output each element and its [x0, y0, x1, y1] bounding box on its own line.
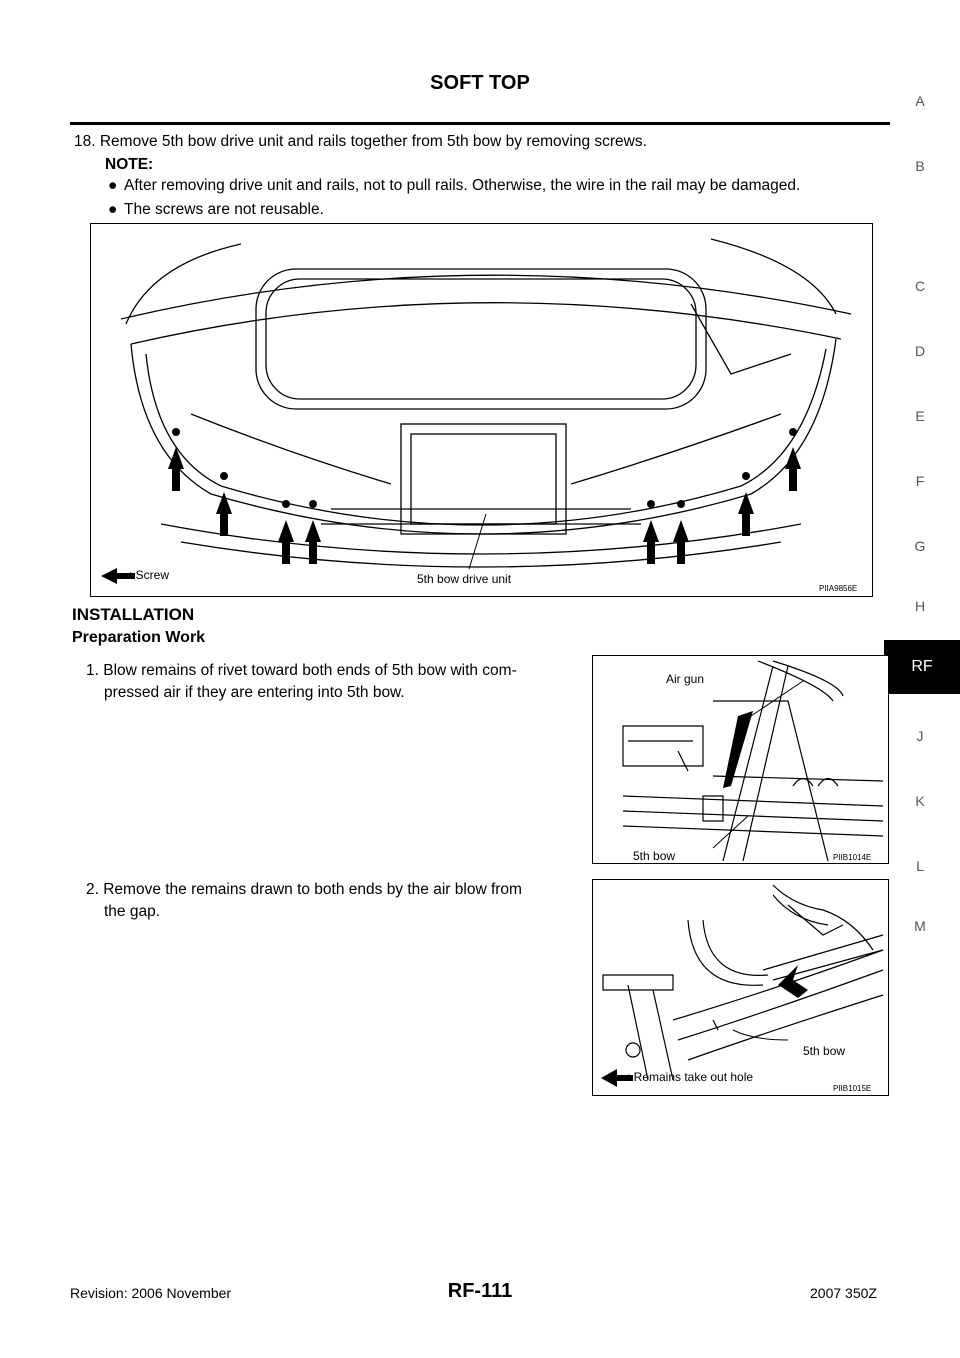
step-2-line-2: the gap.	[104, 903, 161, 920]
footer-page-number: RF-111	[447, 1280, 513, 1302]
figure1-callout: 5th bow drive unit	[417, 572, 512, 586]
figure3-code: PIIB1015E	[833, 1084, 872, 1093]
note-bullet-2: The screws are not reusable.	[124, 201, 324, 218]
bullet-icon: ●	[108, 201, 118, 218]
figure3-label-5th-bow: 5th bow	[803, 1044, 846, 1058]
side-index-m[interactable]: M	[914, 918, 926, 934]
step-18-text: 18. Remove 5th bow drive unit and rails together from 5th bow by removing screws.	[74, 133, 647, 150]
figure2-label-air-gun: Air gun	[666, 672, 705, 686]
side-index-d[interactable]: D	[914, 343, 926, 359]
bullet-icon: ●	[108, 177, 118, 194]
footer-model: 2007 350Z	[810, 1285, 877, 1301]
figure2-code: PIIB1014E	[833, 853, 872, 862]
installation-heading: INSTALLATION	[72, 605, 195, 624]
side-index-h[interactable]: H	[914, 598, 926, 614]
air-gun-illustration	[593, 656, 888, 863]
preparation-work-heading: Preparation Work	[72, 629, 206, 646]
side-index-rf-active[interactable]: RF	[884, 640, 960, 694]
side-index-f[interactable]: F	[915, 473, 925, 489]
figure-drive-unit	[90, 223, 873, 597]
side-index-j[interactable]: J	[916, 728, 924, 744]
side-index-g[interactable]: G	[914, 538, 926, 554]
figure-air-gun	[592, 655, 889, 864]
side-index-k[interactable]: K	[915, 793, 925, 809]
step-2-line-1: 2. Remove the remains drawn to both ends by the air blow from	[86, 881, 522, 898]
remains-hole-illustration	[593, 880, 888, 1095]
note-label: NOTE:	[105, 156, 154, 173]
figure1-code: PIIA9856E	[819, 584, 858, 593]
screw-arrows	[168, 447, 801, 564]
figure-remains-hole	[592, 879, 889, 1096]
step-1-line-1: 1. Blow remains of rivet toward both ends of 5th bow with com-	[86, 662, 517, 679]
side-index-b[interactable]: B	[915, 158, 925, 174]
side-index-c[interactable]: C	[914, 278, 926, 294]
side-index-a[interactable]: A	[915, 93, 925, 109]
side-index-l[interactable]: L	[916, 858, 924, 874]
footer-revision: Revision: 2006 November	[70, 1285, 232, 1301]
step-1-line-2: pressed air if they are entering into 5th bow.	[104, 684, 405, 701]
note-bullet-1: After removing drive unit and rails, not to pull rails. Otherwise, the wire in the rail may be damaged.	[124, 177, 801, 194]
drive-unit-illustration	[91, 224, 872, 596]
side-index-e[interactable]: E	[915, 408, 925, 424]
page-title: SOFT TOP	[430, 72, 530, 94]
figure2-label-5th-bow: 5th bow	[633, 849, 676, 863]
header-rule	[70, 122, 890, 125]
figure3-legend: : Remains take out hole	[627, 1070, 754, 1084]
figure1-legend: : Screw	[129, 568, 170, 582]
